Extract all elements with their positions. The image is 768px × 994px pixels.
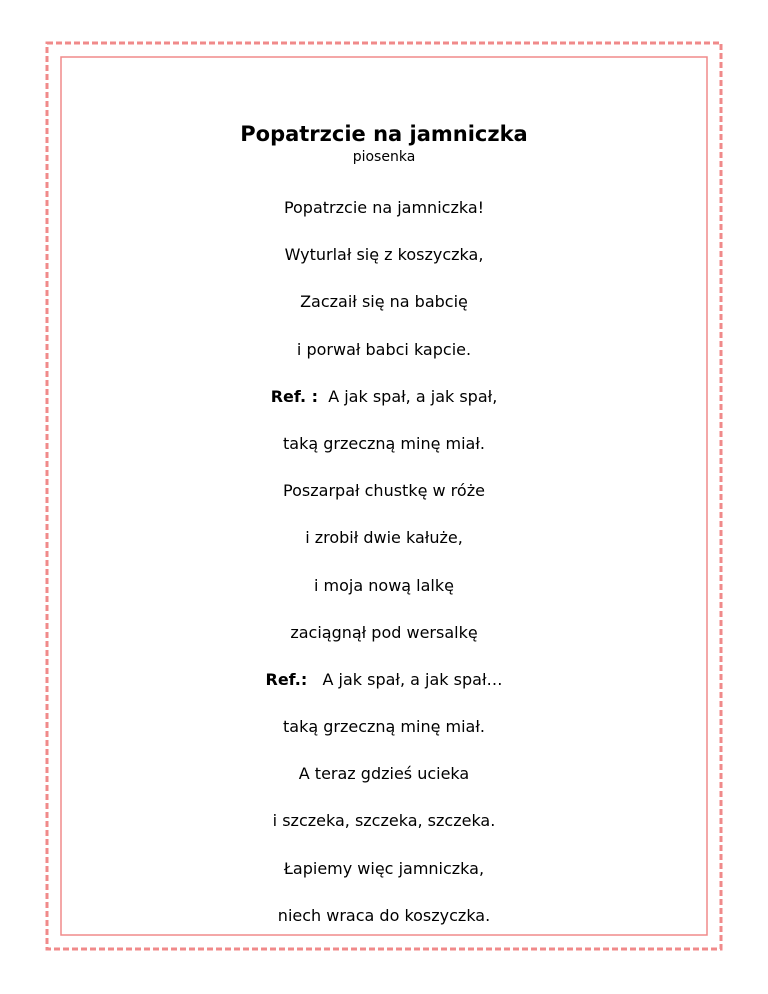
lyric-line: niech wraca do koszyczka. [277, 905, 491, 925]
refrain-label: Ref. : [270, 386, 319, 406]
lyric-line: Wyturlał się z koszyczka, [284, 245, 484, 265]
refrain-line: Ref.: A jak spał, a jak spał… [265, 669, 503, 689]
lyric-line: taką grzeczną minę miał. [282, 717, 485, 737]
refrain-line: Ref. : A jak spał, a jak spał, [270, 386, 498, 406]
lyric-line: Zaczaił się na babcię [300, 292, 468, 312]
lyric-line: i moja nową lalkę [314, 575, 454, 595]
lyrics [62, 198, 706, 926]
lyric-line: A teraz gdzieś ucieka [298, 764, 470, 784]
song-title: Popatrzcie na jamniczka [240, 122, 528, 146]
lyric-line: zaciągnął pod wersalkę [290, 622, 478, 642]
song-sheet [62, 58, 706, 934]
lyric-line: Popatrzcie na jamniczka! [283, 198, 485, 217]
lyric-line: i zrobił dwie kałuże, [305, 528, 463, 548]
lyric-line: i szczeka, szczeka, szczeka. [272, 811, 496, 831]
lyric-line: taką grzeczną minę miał. [282, 433, 485, 453]
lyric-line: Poszarpał chustkę w róże [283, 481, 485, 501]
refrain-label: Ref.: [265, 669, 308, 689]
lyric-line: i porwał babci kapcie. [296, 339, 472, 359]
song-subtitle: piosenka [352, 149, 416, 165]
lyric-line: Łapiemy więc jamniczka, [283, 858, 485, 878]
